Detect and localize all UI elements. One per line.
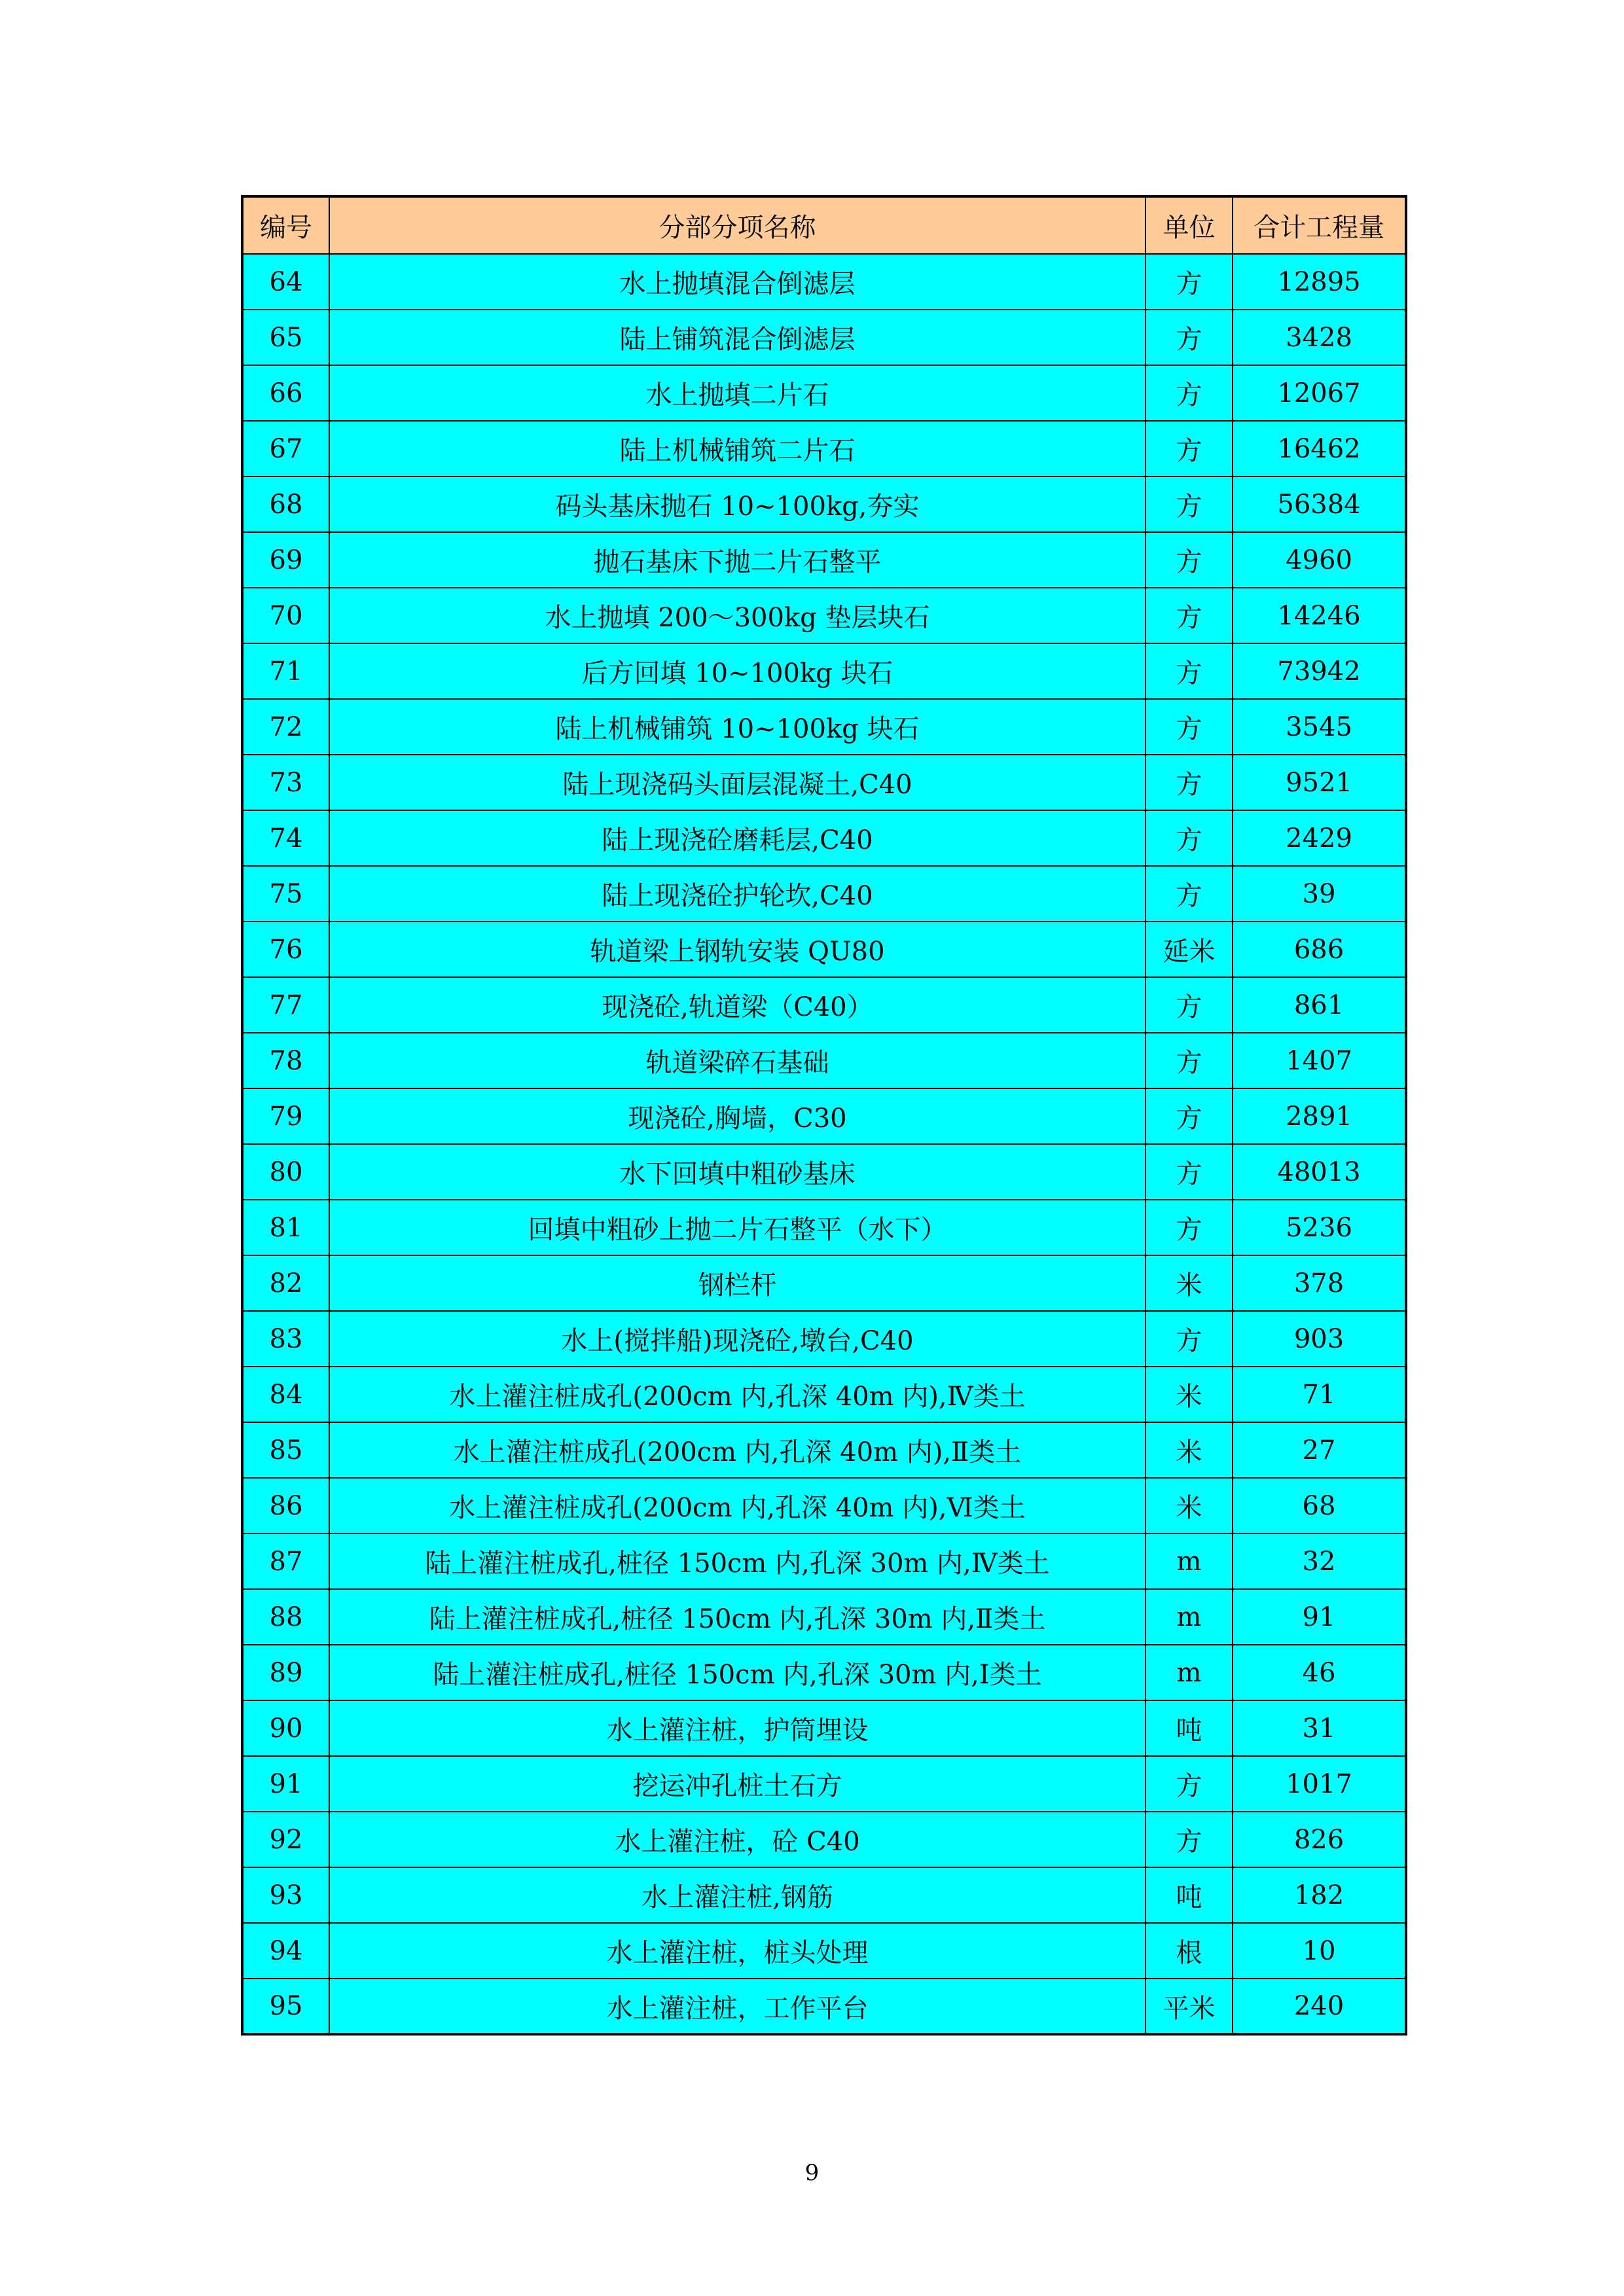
cell-item-name: 陆上机械铺筑 10~100kg 块石 [329,699,1146,755]
cell-unit: 米 [1146,1422,1233,1478]
table-row [242,922,1406,977]
cell-quantity: 12895 [1233,254,1406,310]
cell-item-number: 65 [242,310,329,365]
table-row [242,1144,1406,1200]
table-header-row [242,196,1406,254]
cell-item-number: 74 [242,810,329,866]
table-row [242,1979,1406,2034]
cell-item-number: 82 [242,1255,329,1311]
table-row [242,1422,1406,1478]
cell-quantity: 861 [1233,977,1406,1033]
cell-unit: 米 [1146,1367,1233,1422]
cell-item-number: 72 [242,699,329,755]
cell-quantity: 4960 [1233,532,1406,588]
page-number: 9 [804,2160,820,2186]
cell-item-number: 70 [242,588,329,643]
cell-unit: 方 [1146,1033,1233,1088]
cell-item-number: 71 [242,643,329,699]
cell-unit: 方 [1146,977,1233,1033]
cell-quantity: 32 [1233,1534,1406,1589]
table-row [242,1367,1406,1422]
cell-quantity: 9521 [1233,755,1406,810]
cell-unit: 方 [1146,1756,1233,1812]
table-row [242,1812,1406,1867]
cell-quantity: 27 [1233,1422,1406,1478]
cell-item-number: 88 [242,1589,329,1645]
cell-item-number: 81 [242,1200,329,1255]
table-row [242,1311,1406,1367]
header-item-number: 编号 [242,196,329,254]
cell-unit: 平米 [1146,1979,1233,2034]
cell-quantity: 39 [1233,866,1406,922]
table-row [242,532,1406,588]
cell-item-number: 75 [242,866,329,922]
cell-item-number: 94 [242,1923,329,1979]
cell-item-name: 陆上灌注桩成孔,桩径 150cm 内,孔深 30m 内,Ⅱ类土 [329,1589,1146,1645]
cell-item-number: 85 [242,1422,329,1478]
cell-item-name: 回填中粗砂上抛二片石整平（水下） [329,1200,1146,1255]
table-row [242,1088,1406,1144]
table-row [242,310,1406,365]
quantity-table [241,195,1407,2036]
cell-item-name: 抛石基床下抛二片石整平 [329,532,1146,588]
cell-unit: 方 [1146,699,1233,755]
cell-quantity: 10 [1233,1923,1406,1979]
cell-item-name: 水上抛填混合倒滤层 [329,254,1146,310]
cell-quantity: 5236 [1233,1200,1406,1255]
cell-unit: m [1146,1645,1233,1700]
cell-item-number: 76 [242,922,329,977]
cell-item-number: 64 [242,254,329,310]
cell-unit: m [1146,1534,1233,1589]
cell-quantity: 378 [1233,1255,1406,1311]
cell-item-name: 水上灌注桩成孔(200cm 内,孔深 40m 内),Ⅱ类土 [329,1422,1146,1478]
cell-item-name: 水上灌注桩，砼 C40 [329,1812,1146,1867]
cell-quantity: 2429 [1233,810,1406,866]
cell-unit: 吨 [1146,1867,1233,1923]
cell-item-name: 码头基床抛石 10~100kg,夯实 [329,476,1146,532]
cell-unit: 方 [1146,421,1233,476]
cell-unit: 方 [1146,365,1233,421]
cell-unit: 方 [1146,1812,1233,1867]
cell-item-name: 陆上灌注桩成孔,桩径 150cm 内,孔深 30m 内,Ⅳ类土 [329,1534,1146,1589]
cell-item-name: 挖运冲孔桩土石方 [329,1756,1146,1812]
cell-item-name: 轨道梁上钢轨安装 QU80 [329,922,1146,977]
table-row [242,1923,1406,1979]
cell-quantity: 73942 [1233,643,1406,699]
cell-item-number: 84 [242,1367,329,1422]
cell-item-number: 90 [242,1700,329,1756]
cell-quantity: 56384 [1233,476,1406,532]
cell-item-name: 水上灌注桩成孔(200cm 内,孔深 40m 内),Ⅳ类土 [329,1367,1146,1422]
cell-item-number: 66 [242,365,329,421]
table-body [242,254,1406,2034]
cell-quantity: 14246 [1233,588,1406,643]
table-row [242,1534,1406,1589]
cell-quantity: 16462 [1233,421,1406,476]
cell-quantity: 48013 [1233,1144,1406,1200]
cell-quantity: 68 [1233,1478,1406,1534]
cell-unit: 方 [1146,755,1233,810]
cell-item-name: 陆上现浇砼磨耗层,C40 [329,810,1146,866]
cell-unit: 方 [1146,643,1233,699]
cell-item-number: 87 [242,1534,329,1589]
cell-item-name: 陆上灌注桩成孔,桩径 150cm 内,孔深 30m 内,Ⅰ类土 [329,1645,1146,1700]
cell-item-name: 陆上现浇砼护轮坎,C40 [329,866,1146,922]
cell-item-number: 89 [242,1645,329,1700]
cell-unit: 延米 [1146,922,1233,977]
cell-item-number: 80 [242,1144,329,1200]
cell-quantity: 1407 [1233,1033,1406,1088]
cell-item-name: 后方回填 10~100kg 块石 [329,643,1146,699]
cell-item-name: 水上抛填二片石 [329,365,1146,421]
cell-quantity: 12067 [1233,365,1406,421]
cell-quantity: 2891 [1233,1088,1406,1144]
cell-item-number: 83 [242,1311,329,1367]
cell-quantity: 182 [1233,1867,1406,1923]
table-row [242,254,1406,310]
cell-item-name: 水上(搅拌船)现浇砼,墩台,C40 [329,1311,1146,1367]
table-row [242,866,1406,922]
cell-unit: 米 [1146,1478,1233,1534]
cell-item-number: 93 [242,1867,329,1923]
cell-unit: 方 [1146,254,1233,310]
table-row [242,421,1406,476]
table-row [242,1589,1406,1645]
cell-item-name: 现浇砼,轨道梁（C40） [329,977,1146,1033]
cell-quantity: 71 [1233,1367,1406,1422]
table-row [242,810,1406,866]
cell-quantity: 46 [1233,1645,1406,1700]
cell-item-number: 69 [242,532,329,588]
cell-item-name: 现浇砼,胸墙，C30 [329,1088,1146,1144]
cell-item-number: 68 [242,476,329,532]
header-unit: 单位 [1146,196,1233,254]
cell-item-name: 水下回填中粗砂基床 [329,1144,1146,1200]
cell-item-number: 73 [242,755,329,810]
header-total-quantity: 合计工程量 [1233,196,1406,254]
cell-item-name: 钢栏杆 [329,1255,1146,1311]
table-row [242,1700,1406,1756]
cell-item-name: 水上灌注桩，工作平台 [329,1979,1146,2034]
cell-quantity: 686 [1233,922,1406,977]
table-row [242,755,1406,810]
cell-unit: m [1146,1589,1233,1645]
cell-quantity: 1017 [1233,1756,1406,1812]
cell-item-name: 水上灌注桩成孔(200cm 内,孔深 40m 内),Ⅵ类土 [329,1478,1146,1534]
table-row [242,1478,1406,1534]
cell-item-name: 轨道梁碎石基础 [329,1033,1146,1088]
cell-item-number: 67 [242,421,329,476]
cell-quantity: 3428 [1233,310,1406,365]
cell-quantity: 91 [1233,1589,1406,1645]
header-item-name: 分部分项名称 [329,196,1146,254]
cell-item-name: 水上抛填 200～300kg 垫层块石 [329,588,1146,643]
cell-unit: 方 [1146,1311,1233,1367]
cell-item-number: 91 [242,1756,329,1812]
table-row [242,476,1406,532]
cell-unit: 方 [1146,532,1233,588]
cell-item-number: 78 [242,1033,329,1088]
cell-unit: 方 [1146,1200,1233,1255]
table-row [242,1200,1406,1255]
cell-unit: 米 [1146,1255,1233,1311]
cell-item-name: 陆上铺筑混合倒滤层 [329,310,1146,365]
cell-unit: 方 [1146,1144,1233,1200]
table-row [242,1645,1406,1700]
cell-item-name: 陆上现浇码头面层混凝土,C40 [329,755,1146,810]
table-row [242,643,1406,699]
cell-unit: 方 [1146,588,1233,643]
cell-unit: 吨 [1146,1700,1233,1756]
cell-unit: 根 [1146,1923,1233,1979]
table-row [242,699,1406,755]
cell-item-number: 95 [242,1979,329,2034]
cell-item-name: 水上灌注桩,钢筋 [329,1867,1146,1923]
cell-quantity: 826 [1233,1812,1406,1867]
cell-item-number: 92 [242,1812,329,1867]
cell-unit: 方 [1146,476,1233,532]
table-row [242,1255,1406,1311]
cell-item-number: 86 [242,1478,329,1534]
table-row [242,977,1406,1033]
cell-unit: 方 [1146,810,1233,866]
cell-item-name: 水上灌注桩，桩头处理 [329,1923,1146,1979]
cell-unit: 方 [1146,310,1233,365]
table-row [242,588,1406,643]
cell-item-number: 79 [242,1088,329,1144]
cell-quantity: 3545 [1233,699,1406,755]
cell-quantity: 240 [1233,1979,1406,2034]
cell-item-name: 陆上机械铺筑二片石 [329,421,1146,476]
cell-item-name: 水上灌注桩，护筒埋设 [329,1700,1146,1756]
cell-unit: 方 [1146,1088,1233,1144]
cell-unit: 方 [1146,866,1233,922]
table-row [242,1756,1406,1812]
cell-quantity: 903 [1233,1311,1406,1367]
cell-quantity: 31 [1233,1700,1406,1756]
cell-item-number: 77 [242,977,329,1033]
table-row [242,1867,1406,1923]
table-row [242,365,1406,421]
table-row [242,1033,1406,1088]
